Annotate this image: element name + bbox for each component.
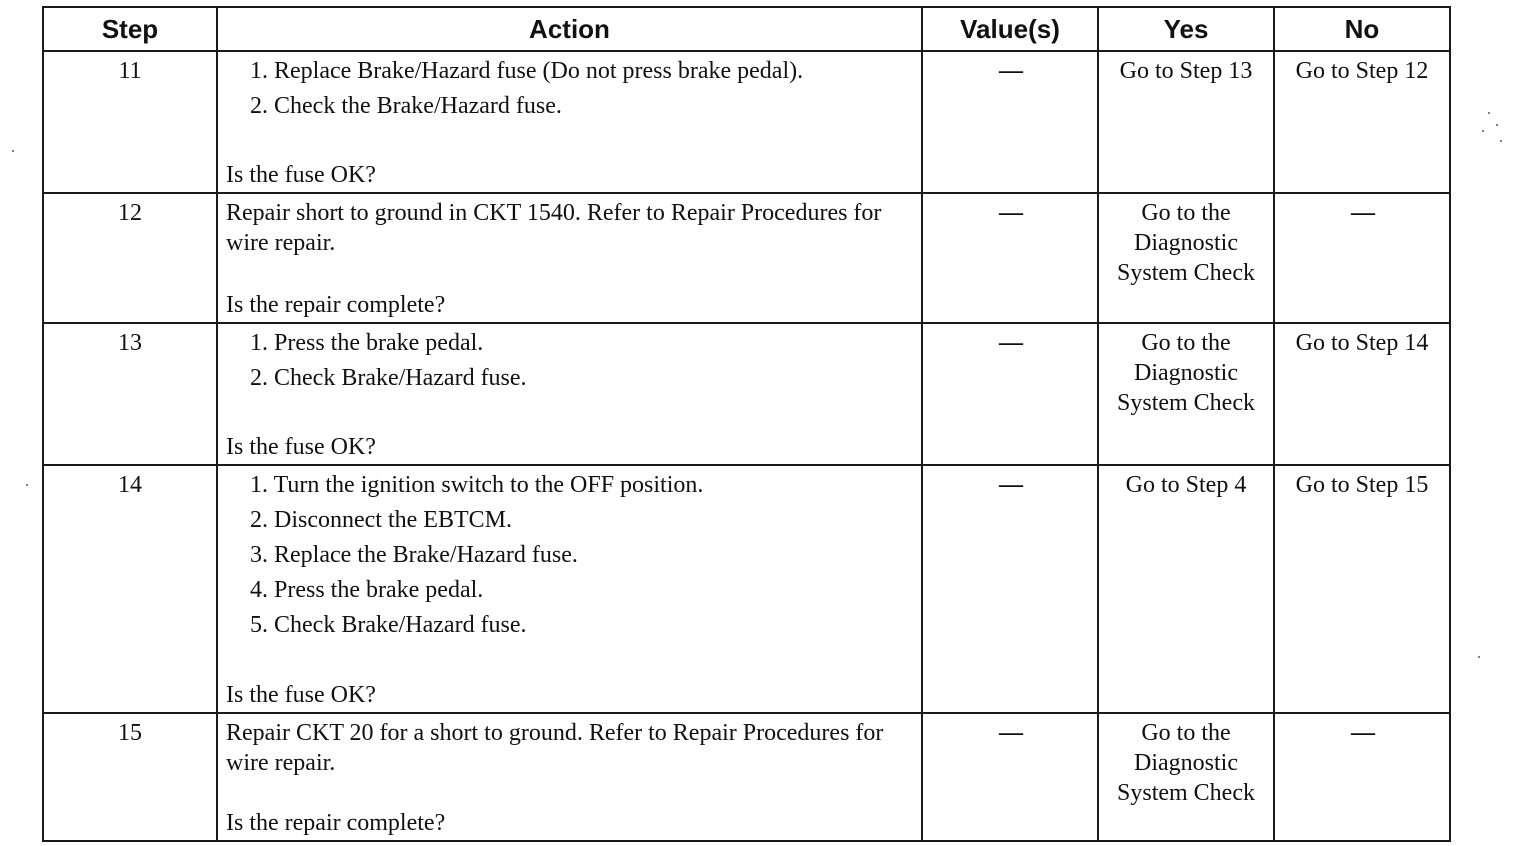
table-row (43, 51, 1450, 193)
action-steps (226, 56, 913, 126)
header-step: Step (43, 7, 217, 51)
value-text: — (999, 472, 1021, 498)
action-question: Is the repair complete? (226, 292, 446, 318)
yes-cell (1098, 51, 1274, 193)
table-row (43, 465, 1450, 713)
diagnostic-table (42, 6, 1451, 842)
action-step: 4. Press the brake pedal. (250, 577, 484, 603)
no-text: — (1351, 720, 1373, 746)
action-step: 2. Disconnect the EBTCM. (250, 507, 512, 533)
action-step: 2. Check the Brake/Hazard fuse. (250, 93, 562, 119)
step-cell (43, 51, 217, 193)
no-text: Go to Step 12 (1295, 58, 1429, 84)
action-step: 1. Turn the ignition switch to the OFF position. (250, 472, 704, 498)
action-question: Is the fuse OK? (226, 682, 376, 708)
action-steps (226, 470, 913, 645)
action-question: Is the fuse OK? (226, 162, 376, 188)
action-steps (226, 328, 913, 398)
action-text: Repair CKT 20 for a short to ground. Refer to Repair Procedures for wire repair. (226, 720, 884, 776)
scan-speck (1500, 140, 1502, 142)
scan-speck (12, 150, 14, 152)
no-cell (1274, 465, 1450, 713)
action-cell (217, 323, 922, 465)
action-cell (217, 465, 922, 713)
value-cell (922, 465, 1098, 713)
step-number: 14 (118, 472, 142, 498)
yes-cell (1098, 323, 1274, 465)
step-cell (43, 713, 217, 841)
value-cell (922, 193, 1098, 323)
yes-text: Go to the Diagnostic System Check (1117, 200, 1255, 286)
action-cell (217, 193, 922, 323)
table-row (43, 193, 1450, 323)
no-cell (1274, 323, 1450, 465)
table-row (43, 713, 1450, 841)
scan-speck (1488, 112, 1490, 114)
header-no: No (1274, 7, 1450, 51)
value-text: — (999, 58, 1021, 84)
yes-text: Go to Step 4 (1125, 472, 1247, 498)
action-text: Repair short to ground in CKT 1540. Refer to Repair Procedures for wire repair. (226, 200, 882, 256)
value-text: — (999, 200, 1021, 226)
no-cell (1274, 713, 1450, 841)
action-step: 2. Check Brake/Hazard fuse. (250, 365, 527, 391)
header-action: Action (217, 7, 922, 51)
action-cell (217, 51, 922, 193)
step-cell (43, 465, 217, 713)
step-number: 12 (118, 200, 142, 226)
no-text: Go to Step 14 (1295, 330, 1429, 356)
step-number: 11 (118, 58, 142, 84)
action-step: 5. Check Brake/Hazard fuse. (250, 612, 527, 638)
value-cell (922, 323, 1098, 465)
step-cell (43, 193, 217, 323)
action-question: Is the repair complete? (226, 810, 446, 836)
no-cell (1274, 51, 1450, 193)
action-step: 1. Press the brake pedal. (250, 330, 484, 356)
table-row (43, 323, 1450, 465)
no-cell (1274, 193, 1450, 323)
header-values: Value(s) (922, 7, 1098, 51)
action-step: 1. Replace Brake/Hazard fuse (Do not press brake pedal). (250, 58, 804, 84)
value-cell (922, 713, 1098, 841)
step-number: 13 (118, 330, 142, 356)
yes-text: Go to Step 13 (1119, 58, 1253, 84)
scan-speck (1478, 656, 1480, 658)
value-text: — (999, 330, 1021, 356)
yes-text: Go to the Diagnostic System Check (1117, 330, 1255, 416)
action-question: Is the fuse OK? (226, 434, 376, 460)
yes-cell (1098, 465, 1274, 713)
step-number: 15 (118, 720, 142, 746)
scan-speck (1482, 130, 1484, 132)
no-text: Go to Step 15 (1295, 472, 1429, 498)
step-cell (43, 323, 217, 465)
value-text: — (999, 720, 1021, 746)
header-row (43, 7, 1450, 51)
yes-text: Go to the Diagnostic System Check (1117, 720, 1255, 806)
action-step: 3. Replace the Brake/Hazard fuse. (250, 542, 578, 568)
scan-speck (1496, 124, 1498, 126)
value-cell (922, 51, 1098, 193)
no-text: — (1351, 200, 1373, 226)
yes-cell (1098, 193, 1274, 323)
scan-speck (26, 484, 28, 486)
action-cell (217, 713, 922, 841)
yes-cell (1098, 713, 1274, 841)
header-yes: Yes (1098, 7, 1274, 51)
